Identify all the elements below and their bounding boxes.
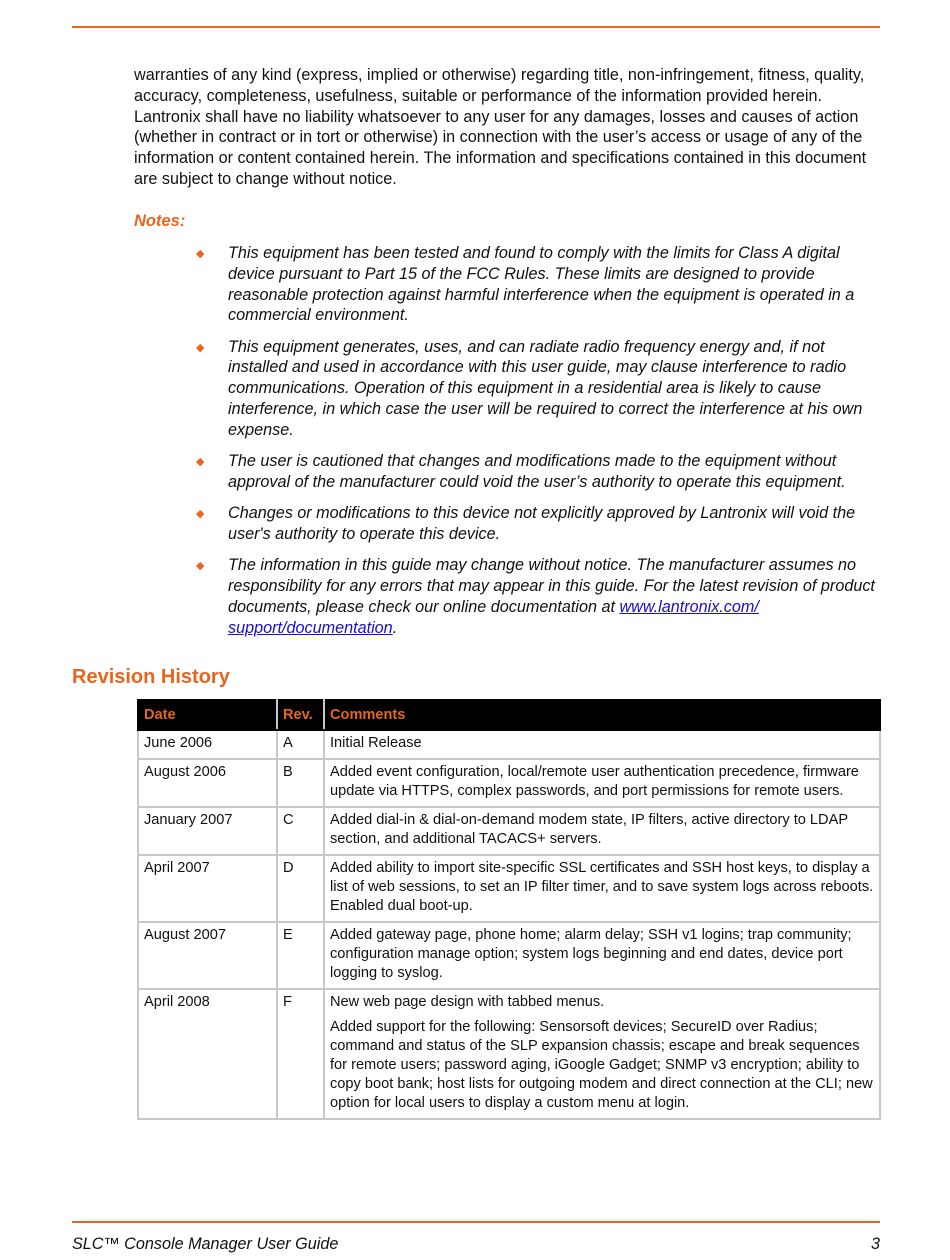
cell-rev: B <box>277 759 324 807</box>
notes-list <box>196 243 886 649</box>
note-item <box>196 503 886 545</box>
header-rev: Rev. <box>277 700 324 730</box>
note-item <box>196 451 886 493</box>
diamond-bullet-icon: ◆ <box>196 341 205 354</box>
note-text: Changes or modifications to this device not explicitly approved by Lantronix will void the user's authority to operate this device. <box>228 504 856 544</box>
notes-label: Notes: <box>134 212 186 230</box>
table-row <box>138 730 880 759</box>
cell-comments: Added gateway page, phone home; alarm delay; SSH v1 logins; trap community; configuration manage option; system logs beginning and end dates, device port logging to syslog. <box>324 922 880 989</box>
cell-comments: Initial Release <box>324 730 880 759</box>
note-text: The user is cautioned that changes and modifications made to the equipment without approval of the manufacturer could void the user’s authority to operate this equipment. <box>228 452 846 491</box>
header-comments: Comments <box>324 700 880 730</box>
note-text: The information in this guide may change without notice. The manufacturer assumes no responsibility for any errors that may appear in this guide. For the latest revision of product documents, please check our online documentation at <box>228 556 875 616</box>
cell-date: April 2008 <box>138 989 277 1119</box>
diamond-bullet-icon: ◆ <box>196 508 205 521</box>
cell-rev: F <box>277 989 324 1119</box>
footer-rule <box>72 1221 880 1223</box>
diamond-bullet-icon: ◆ <box>196 248 205 260</box>
cell-comments: Added dial-in & dial-on-demand modem state, IP filters, active directory to LDAP section, and additional TACACS+ servers. <box>324 807 880 855</box>
note-text: This equipment generates, uses, and can radiate radio frequency energy and, if not installed and used in accordance with this user guide, may clause interference to radio communications. Operation of this equipment in a residential area is likely to cause interference, in which case the user will be required to correct the interference at his own expense. <box>228 337 863 439</box>
cell-rev: E <box>277 922 324 989</box>
header-rule <box>72 26 880 28</box>
footer-title: SLC™ Console Manager User Guide <box>72 1235 339 1253</box>
table-row <box>138 855 880 922</box>
cell-rev: D <box>277 855 324 922</box>
table-row <box>138 807 880 855</box>
revision-history-title: Revision History <box>72 666 230 688</box>
table-row <box>138 759 880 807</box>
cell-comments: Added event configuration, local/remote user authentication precedence, firmware update via HTTPS, complex passwords, and port permissions for remote users. <box>324 759 880 807</box>
cell-date: August 2006 <box>138 759 277 807</box>
comment-line: New web page design with tabbed menus. <box>330 994 605 1010</box>
header-date: Date <box>138 700 277 730</box>
note-text: This equipment has been tested and found to comply with the limits for Class A digital device pursuant to Part 15 of the FCC Rules. These limits are designed to provide reasonable protection against harmful interference when the equipment is operated in a commercial environment. <box>228 244 855 325</box>
revision-history-table <box>137 699 881 1120</box>
cell-rev: C <box>277 807 324 855</box>
page-number: 3 <box>870 1235 880 1253</box>
note-item <box>196 243 886 326</box>
note-item <box>196 337 886 441</box>
cell-date: January 2007 <box>138 807 277 855</box>
note-end: . <box>392 618 398 637</box>
table-row <box>138 989 880 1119</box>
cell-date: April 2007 <box>138 855 277 922</box>
cell-date: June 2006 <box>138 730 277 759</box>
table-header-row <box>138 700 880 730</box>
table-row <box>138 922 880 989</box>
diamond-bullet-icon: ◆ <box>196 456 205 469</box>
intro-paragraph: warranties of any kind (express, implied or otherwise) regarding title, non-infringement, fitness, quality, accuracy, completeness, usefulness, suitable or performance of the information provided herein. Lantronix shall have no liability whatsoever to any user for any damages, losses and causes of action (whether in contract or in tort or otherwise) in connection with the user’s access or usage of any of the information or content contained herein. The information and specifications contained in this document are subject to change without notice. <box>134 66 867 188</box>
cell-rev: A <box>277 730 324 759</box>
cell-comments <box>324 989 880 1119</box>
documentation-link[interactable]: www.lantronix.com/ support/documentation <box>228 597 759 637</box>
note-item <box>196 555 886 638</box>
diamond-bullet-icon: ◆ <box>196 560 205 573</box>
comment-line: Added support for the following: Sensorsoft devices; SecureID over Radius; command and status of the SLP expansion chassis; escape and break sequences for remote users; password aging, iGoogle Gadget; SNMP v3 encryption; ability to copy boot bank; host lists for outgoing modem and direct connection at the CLI; new option for local users to display a custom menu at login. <box>330 1019 873 1111</box>
cell-date: August 2007 <box>138 922 277 989</box>
cell-comments: Added ability to import site-specific SSL certificates and SSH host keys, to display a list of web sessions, to set an IP filter timer, and to save system logs across reboots. Enabled dual boot-up. <box>324 855 880 922</box>
